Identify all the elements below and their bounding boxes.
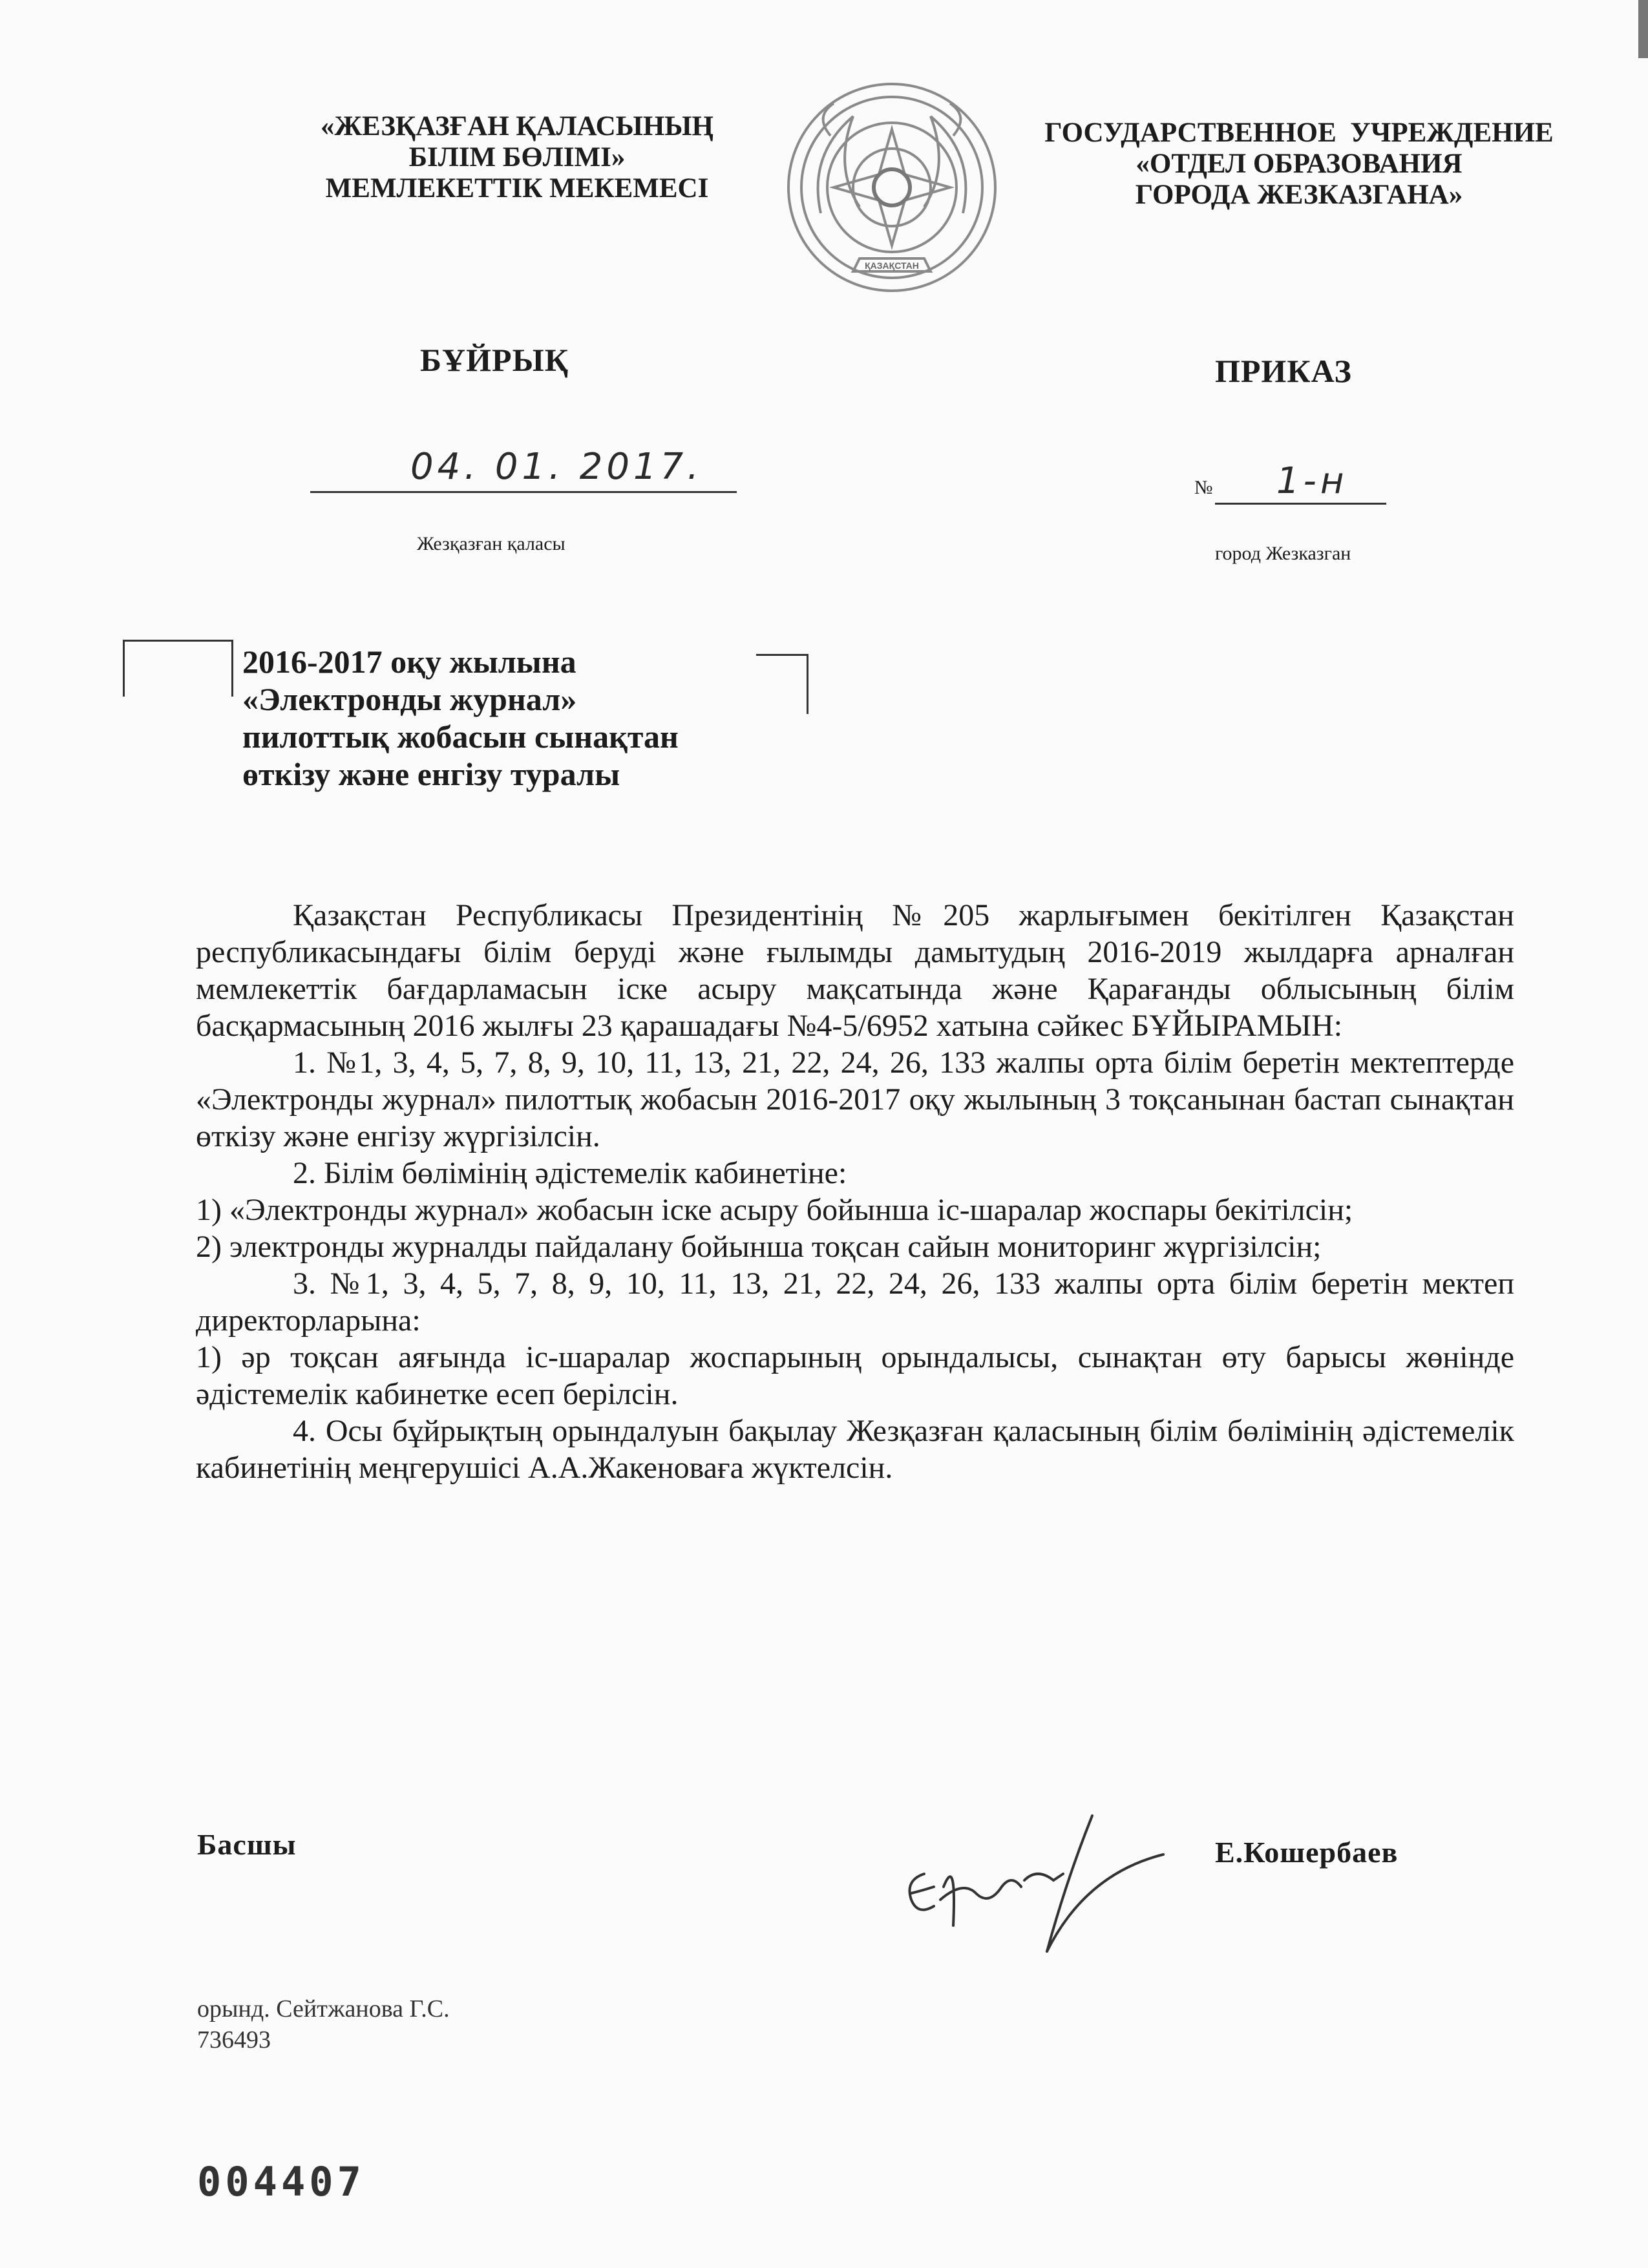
handwritten-signature xyxy=(898,1803,1170,1958)
executor-phone: 736493 xyxy=(197,2026,271,2053)
body-item2-sub1: 1) «Электронды журнал» жобасын іске асыру бойынша іс-шаралар жоспары бекітілсін; xyxy=(196,1193,1353,1227)
signature-role: Басшы xyxy=(197,1828,297,1861)
scan-edge-mark xyxy=(1638,0,1648,58)
body-item2: 2. Білім бөлімінің әдістемелік кабинетіне: xyxy=(293,1156,847,1190)
body-item4: 4. Осы бұйрықтың орындалуын бақылау Жезқазған қаласының білім бөлімінің әдістемелік кабинетінің меңгерушісі А.А.Жакеноваға жүктелсін. xyxy=(196,1414,1514,1485)
executor-block xyxy=(197,1993,450,2055)
header-right-ru xyxy=(1008,118,1590,211)
header-left-kz xyxy=(259,111,776,204)
order-number: 1-н xyxy=(1276,460,1348,502)
emblem-caption: ҚАЗАҚСТАН xyxy=(865,260,919,271)
document-serial-number: 004407 xyxy=(197,2158,365,2205)
header-left-line2: БІЛІМ БӨЛІМІ» xyxy=(408,142,626,173)
state-emblem xyxy=(782,78,1002,297)
subject-bracket-mid xyxy=(194,640,233,697)
header-left-line1: «ЖЕЗҚАЗҒАН ҚАЛАСЫНЫҢ xyxy=(321,111,713,142)
header-right-line3: ГОРОДА ЖЕЗКАЗГАНА» xyxy=(1135,180,1463,210)
number-label: № xyxy=(1194,477,1213,498)
subject-line4: өткізу және енгізу туралы xyxy=(242,756,620,792)
executor-name: орынд. Сейтжанова Г.С. xyxy=(197,1995,450,2022)
city-kz: Жезқазған қаласы xyxy=(417,533,565,554)
title-ru: ПРИКАЗ xyxy=(1215,353,1352,389)
body-intro: Қазақстан Республикасы Президентінің №205 жарлығымен бекітілген Қазақстан республикасындағы білім беруді және ғылымды дамытудың 2016-2019 жылдарға арналған мемлекеттік бағдарламасын іске асыру мақсатында және Қарағанды облысының білім басқармасының 2016 жылғы 23 қарашадағы №4-5/6952 хатына сәйкес БҰЙЫРАМЫН: xyxy=(196,898,1514,1043)
body-item3-sub1: 1) әр тоқсан аяғында іс-шаралар жоспарының орындалысы, сынақтан өту барысы жөнінде әдістемелік кабинетке есеп берілсін. xyxy=(196,1340,1514,1411)
body-item3: 3. №1, 3, 4, 5, 7, 8, 9, 10, 11, 13, 21, 22, 24, 26, 133 жалпы орта білім беретін мектеп директорларына: xyxy=(196,1266,1514,1338)
subject-line3: пилоттық жобасын сынақтан xyxy=(242,719,679,755)
body-item1: 1. №1, 3, 4, 5, 7, 8, 9, 10, 11, 13, 21, 22, 24, 26, 133 жалпы орта білім беретін мектептерде «Электронды журнал» пилоттық жобасын 2016-2017 оқу жылының 3 тоқсанынан бастап сынақтан өткізу және енгізу жүргізілсін. xyxy=(196,1045,1514,1153)
body-item2-sub2: 2) электронды журналды пайдалану бойынша тоқсан сайын мониторинг жүргізілсін; xyxy=(196,1230,1322,1264)
signature-name: Е.Кошербаев xyxy=(1215,1836,1399,1869)
city-ru: город Жезказган xyxy=(1215,543,1351,564)
subject-line2: «Электронды журнал» xyxy=(242,681,577,717)
header-left-line3: МЕМЛЕКЕТТІК МЕКЕМЕСІ xyxy=(325,173,709,204)
order-body xyxy=(196,897,1514,1486)
title-kz: БҰЙРЫҚ xyxy=(420,342,569,378)
order-date: 04. 01. 2017. xyxy=(410,446,703,488)
date-line xyxy=(310,490,737,493)
subject-line1: 2016-2017 оқу жылына xyxy=(242,644,576,680)
header-right-line2: «ОТДЕЛ ОБРАЗОВАНИЯ xyxy=(1136,149,1463,179)
header-right-line1: ГОСУДАРСТВЕННОЕ УЧРЕЖДЕНИЕ xyxy=(1044,118,1554,148)
order-subject xyxy=(242,643,824,793)
